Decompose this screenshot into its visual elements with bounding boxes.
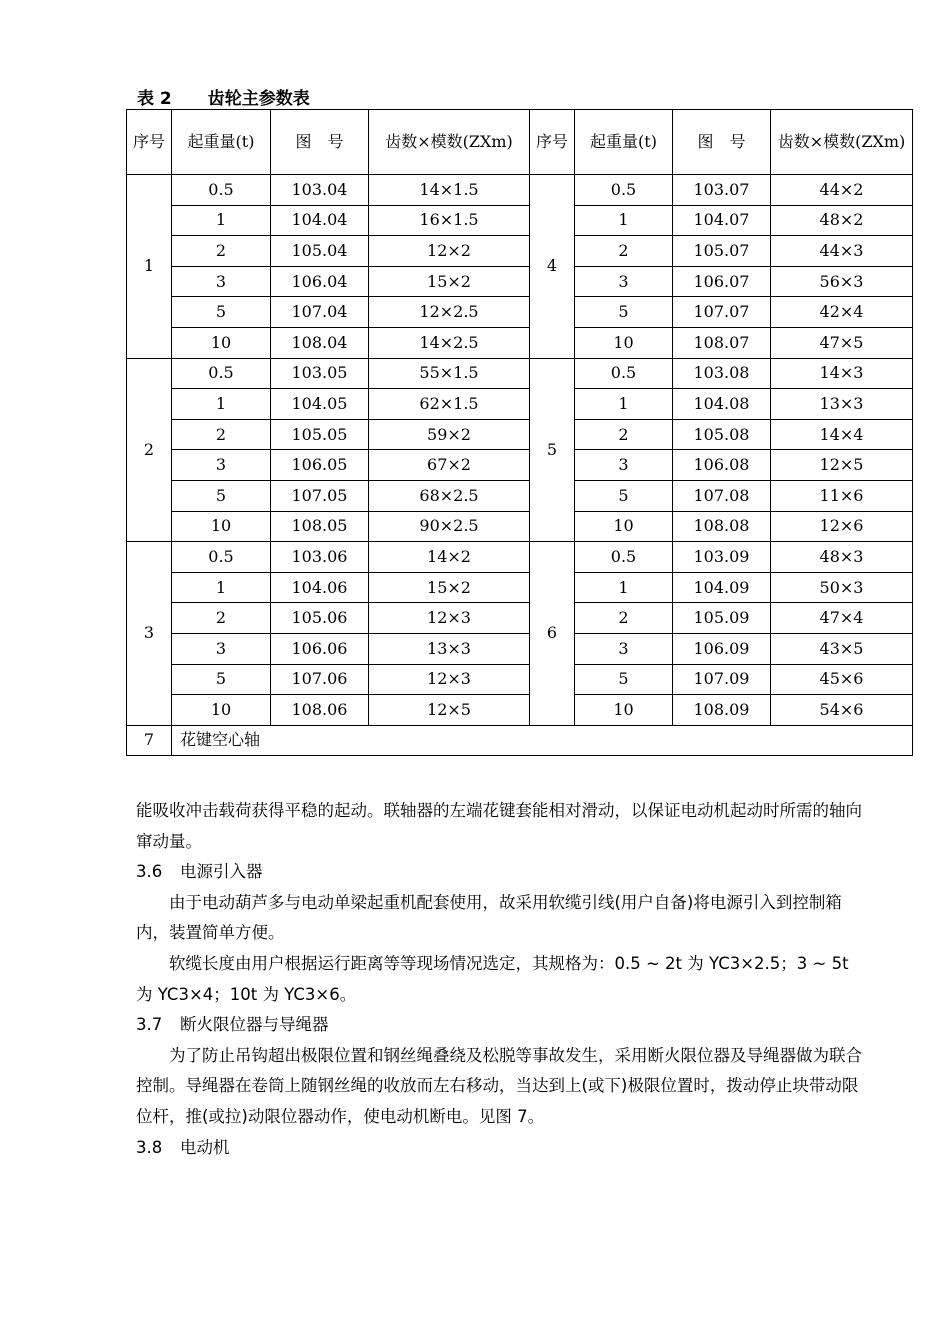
table-caption bbox=[137, 84, 310, 109]
table-row bbox=[127, 542, 913, 573]
load-cell: 1 bbox=[172, 572, 271, 603]
table-row bbox=[127, 480, 913, 511]
load-cell: 10 bbox=[172, 695, 271, 726]
drawing-number-cell: 108.08 bbox=[673, 511, 771, 542]
section-number: 3.8 bbox=[136, 1137, 163, 1157]
header-teeth-module: 齿数×模数(ZXm) bbox=[771, 110, 913, 175]
teeth-module-cell: 12×2 bbox=[369, 236, 530, 267]
paragraph: 由于电动葫芦多与电动单梁起重机配套使用，故采用软缆引线(用户自备)将电源引入到控制箱内，装置简单方便。 bbox=[136, 892, 842, 943]
table-row-spline-shaft bbox=[127, 725, 913, 756]
teeth-module-cell: 13×3 bbox=[369, 633, 530, 664]
drawing-number-cell: 103.06 bbox=[271, 542, 369, 573]
teeth-module-cell: 43×5 bbox=[771, 633, 913, 664]
drawing-number-cell: 108.04 bbox=[271, 327, 369, 358]
paragraph: 能吸收冲击载荷获得平稳的起动。联轴器的左端花键套能相对滑动，以保证电动机起动时所需的轴向窜动量。 bbox=[136, 801, 862, 851]
load-cell: 0.5 bbox=[172, 175, 271, 206]
header-teeth-module: 齿数×模数(ZXm) bbox=[369, 110, 530, 175]
table-row bbox=[127, 297, 913, 328]
teeth-module-cell: 47×5 bbox=[771, 327, 913, 358]
teeth-module-cell: 12×5 bbox=[369, 695, 530, 726]
load-cell: 5 bbox=[172, 664, 271, 695]
teeth-module-cell: 14×4 bbox=[771, 419, 913, 450]
drawing-number-cell: 106.09 bbox=[673, 633, 771, 664]
row-seq: 7 bbox=[127, 725, 172, 756]
drawing-number-cell: 105.04 bbox=[271, 236, 369, 267]
drawing-number-cell: 108.06 bbox=[271, 695, 369, 726]
load-cell: 0.5 bbox=[575, 542, 673, 573]
load-cell: 1 bbox=[575, 572, 673, 603]
load-cell: 1 bbox=[575, 389, 673, 420]
drawing-number-cell: 106.05 bbox=[271, 450, 369, 481]
load-cell: 10 bbox=[575, 327, 673, 358]
drawing-number-cell: 106.07 bbox=[673, 266, 771, 297]
group-seq: 6 bbox=[530, 542, 575, 726]
teeth-module-cell: 48×2 bbox=[771, 205, 913, 236]
table-row bbox=[127, 633, 913, 664]
header-seq: 序号 bbox=[530, 110, 575, 175]
teeth-module-cell: 90×2.5 bbox=[369, 511, 530, 542]
table-row bbox=[127, 389, 913, 420]
header-load: 起重量(t) bbox=[172, 110, 271, 175]
teeth-module-cell: 12×3 bbox=[369, 664, 530, 695]
table-header-row bbox=[127, 110, 913, 175]
teeth-module-cell: 12×5 bbox=[771, 450, 913, 481]
teeth-module-cell: 50×3 bbox=[771, 572, 913, 603]
paragraph: 软缆长度由用户根据运行距离等等现场情况选定，其规格为：0.5 ~ 2t 为 YC3×2.5；3 ~ 5t 为 YC3×4；10t 为 YC3×6。 bbox=[136, 953, 849, 1004]
drawing-number-cell: 104.08 bbox=[673, 389, 771, 420]
group-seq: 3 bbox=[127, 542, 172, 726]
teeth-module-cell: 15×2 bbox=[369, 266, 530, 297]
drawing-number-cell: 108.05 bbox=[271, 511, 369, 542]
header-seq: 序号 bbox=[127, 110, 172, 175]
table-row bbox=[127, 236, 913, 267]
load-cell: 2 bbox=[575, 603, 673, 634]
group-seq: 4 bbox=[530, 175, 575, 359]
load-cell: 0.5 bbox=[172, 358, 271, 389]
header-drawing: 图 号 bbox=[673, 110, 771, 175]
table-row bbox=[127, 419, 913, 450]
section-heading bbox=[136, 1010, 866, 1041]
table-row bbox=[127, 266, 913, 297]
row-label: 花键空心轴 bbox=[172, 725, 913, 756]
drawing-number-cell: 104.06 bbox=[271, 572, 369, 603]
load-cell: 10 bbox=[172, 327, 271, 358]
drawing-number-cell: 107.09 bbox=[673, 664, 771, 695]
drawing-number-cell: 105.07 bbox=[673, 236, 771, 267]
teeth-module-cell: 16×1.5 bbox=[369, 205, 530, 236]
load-cell: 2 bbox=[172, 419, 271, 450]
gear-parameter-table bbox=[126, 109, 913, 756]
table-row bbox=[127, 603, 913, 634]
drawing-number-cell: 104.04 bbox=[271, 205, 369, 236]
load-cell: 5 bbox=[575, 480, 673, 511]
load-cell: 5 bbox=[575, 664, 673, 695]
table-row bbox=[127, 572, 913, 603]
table-row bbox=[127, 450, 913, 481]
teeth-module-cell: 48×3 bbox=[771, 542, 913, 573]
table-row bbox=[127, 511, 913, 542]
drawing-number-cell: 108.07 bbox=[673, 327, 771, 358]
load-cell: 3 bbox=[172, 450, 271, 481]
teeth-module-cell: 11×6 bbox=[771, 480, 913, 511]
load-cell: 2 bbox=[172, 603, 271, 634]
drawing-number-cell: 105.06 bbox=[271, 603, 369, 634]
teeth-module-cell: 62×1.5 bbox=[369, 389, 530, 420]
teeth-module-cell: 54×6 bbox=[771, 695, 913, 726]
teeth-module-cell: 42×4 bbox=[771, 297, 913, 328]
teeth-module-cell: 55×1.5 bbox=[369, 358, 530, 389]
teeth-module-cell: 14×2.5 bbox=[369, 327, 530, 358]
teeth-module-cell: 45×6 bbox=[771, 664, 913, 695]
table-row bbox=[127, 175, 913, 206]
drawing-number-cell: 103.07 bbox=[673, 175, 771, 206]
drawing-number-cell: 103.04 bbox=[271, 175, 369, 206]
teeth-module-cell: 56×3 bbox=[771, 266, 913, 297]
section-heading bbox=[136, 1133, 866, 1164]
group-seq: 1 bbox=[127, 175, 172, 359]
drawing-number-cell: 107.04 bbox=[271, 297, 369, 328]
teeth-module-cell: 14×2 bbox=[369, 542, 530, 573]
load-cell: 0.5 bbox=[172, 542, 271, 573]
drawing-number-cell: 107.05 bbox=[271, 480, 369, 511]
teeth-module-cell: 14×1.5 bbox=[369, 175, 530, 206]
load-cell: 5 bbox=[575, 297, 673, 328]
drawing-number-cell: 103.05 bbox=[271, 358, 369, 389]
section-title: 电源引入器 bbox=[180, 862, 263, 882]
section-title: 断火限位器与导绳器 bbox=[180, 1015, 329, 1035]
drawing-number-cell: 103.09 bbox=[673, 542, 771, 573]
caption-label: 表 2 bbox=[137, 89, 172, 109]
group-seq: 5 bbox=[530, 358, 575, 542]
teeth-module-cell: 12×3 bbox=[369, 603, 530, 634]
teeth-module-cell: 67×2 bbox=[369, 450, 530, 481]
teeth-module-cell: 68×2.5 bbox=[369, 480, 530, 511]
load-cell: 0.5 bbox=[575, 175, 673, 206]
load-cell: 10 bbox=[172, 511, 271, 542]
load-cell: 10 bbox=[575, 511, 673, 542]
body-text bbox=[136, 796, 866, 1163]
teeth-module-cell: 59×2 bbox=[369, 419, 530, 450]
drawing-number-cell: 108.09 bbox=[673, 695, 771, 726]
teeth-module-cell: 44×3 bbox=[771, 236, 913, 267]
load-cell: 1 bbox=[575, 205, 673, 236]
paragraph: 为了防止吊钩超出极限位置和钢丝绳叠绕及松脱等事故发生，采用断火限位器及导绳器做为联合控制。导绳器在卷筒上随钢丝绳的收放而左右移动，当达到上(或下)极限位置时，拨动停止块带动限位杆，推(或拉)动限位器动作，使电动机断电。见图 7。 bbox=[136, 1045, 862, 1126]
load-cell: 1 bbox=[172, 205, 271, 236]
drawing-number-cell: 106.08 bbox=[673, 450, 771, 481]
teeth-module-cell: 44×2 bbox=[771, 175, 913, 206]
section-heading bbox=[136, 857, 866, 888]
drawing-number-cell: 106.06 bbox=[271, 633, 369, 664]
load-cell: 3 bbox=[172, 266, 271, 297]
drawing-number-cell: 104.05 bbox=[271, 389, 369, 420]
drawing-number-cell: 105.05 bbox=[271, 419, 369, 450]
drawing-number-cell: 104.09 bbox=[673, 572, 771, 603]
drawing-number-cell: 107.07 bbox=[673, 297, 771, 328]
group-seq: 2 bbox=[127, 358, 172, 542]
table-row bbox=[127, 664, 913, 695]
drawing-number-cell: 107.06 bbox=[271, 664, 369, 695]
load-cell: 10 bbox=[575, 695, 673, 726]
load-cell: 2 bbox=[575, 236, 673, 267]
drawing-number-cell: 105.09 bbox=[673, 603, 771, 634]
header-load: 起重量(t) bbox=[575, 110, 673, 175]
teeth-module-cell: 15×2 bbox=[369, 572, 530, 603]
load-cell: 1 bbox=[172, 389, 271, 420]
table-row bbox=[127, 205, 913, 236]
section-number: 3.7 bbox=[136, 1015, 163, 1035]
load-cell: 3 bbox=[172, 633, 271, 664]
teeth-module-cell: 13×3 bbox=[771, 389, 913, 420]
load-cell: 3 bbox=[575, 266, 673, 297]
section-number: 3.6 bbox=[136, 862, 163, 882]
drawing-number-cell: 105.08 bbox=[673, 419, 771, 450]
table-row bbox=[127, 327, 913, 358]
teeth-module-cell: 12×2.5 bbox=[369, 297, 530, 328]
load-cell: 3 bbox=[575, 633, 673, 664]
load-cell: 0.5 bbox=[575, 358, 673, 389]
drawing-number-cell: 107.08 bbox=[673, 480, 771, 511]
section-title: 电动机 bbox=[180, 1137, 230, 1157]
drawing-number-cell: 106.04 bbox=[271, 266, 369, 297]
load-cell: 2 bbox=[172, 236, 271, 267]
drawing-number-cell: 103.08 bbox=[673, 358, 771, 389]
load-cell: 5 bbox=[172, 297, 271, 328]
load-cell: 5 bbox=[172, 480, 271, 511]
teeth-module-cell: 14×3 bbox=[771, 358, 913, 389]
teeth-module-cell: 47×4 bbox=[771, 603, 913, 634]
table-row bbox=[127, 358, 913, 389]
teeth-module-cell: 12×6 bbox=[771, 511, 913, 542]
load-cell: 3 bbox=[575, 450, 673, 481]
header-drawing: 图 号 bbox=[271, 110, 369, 175]
table-row bbox=[127, 695, 913, 726]
drawing-number-cell: 104.07 bbox=[673, 205, 771, 236]
load-cell: 2 bbox=[575, 419, 673, 450]
caption-title: 齿轮主参数表 bbox=[207, 89, 310, 109]
